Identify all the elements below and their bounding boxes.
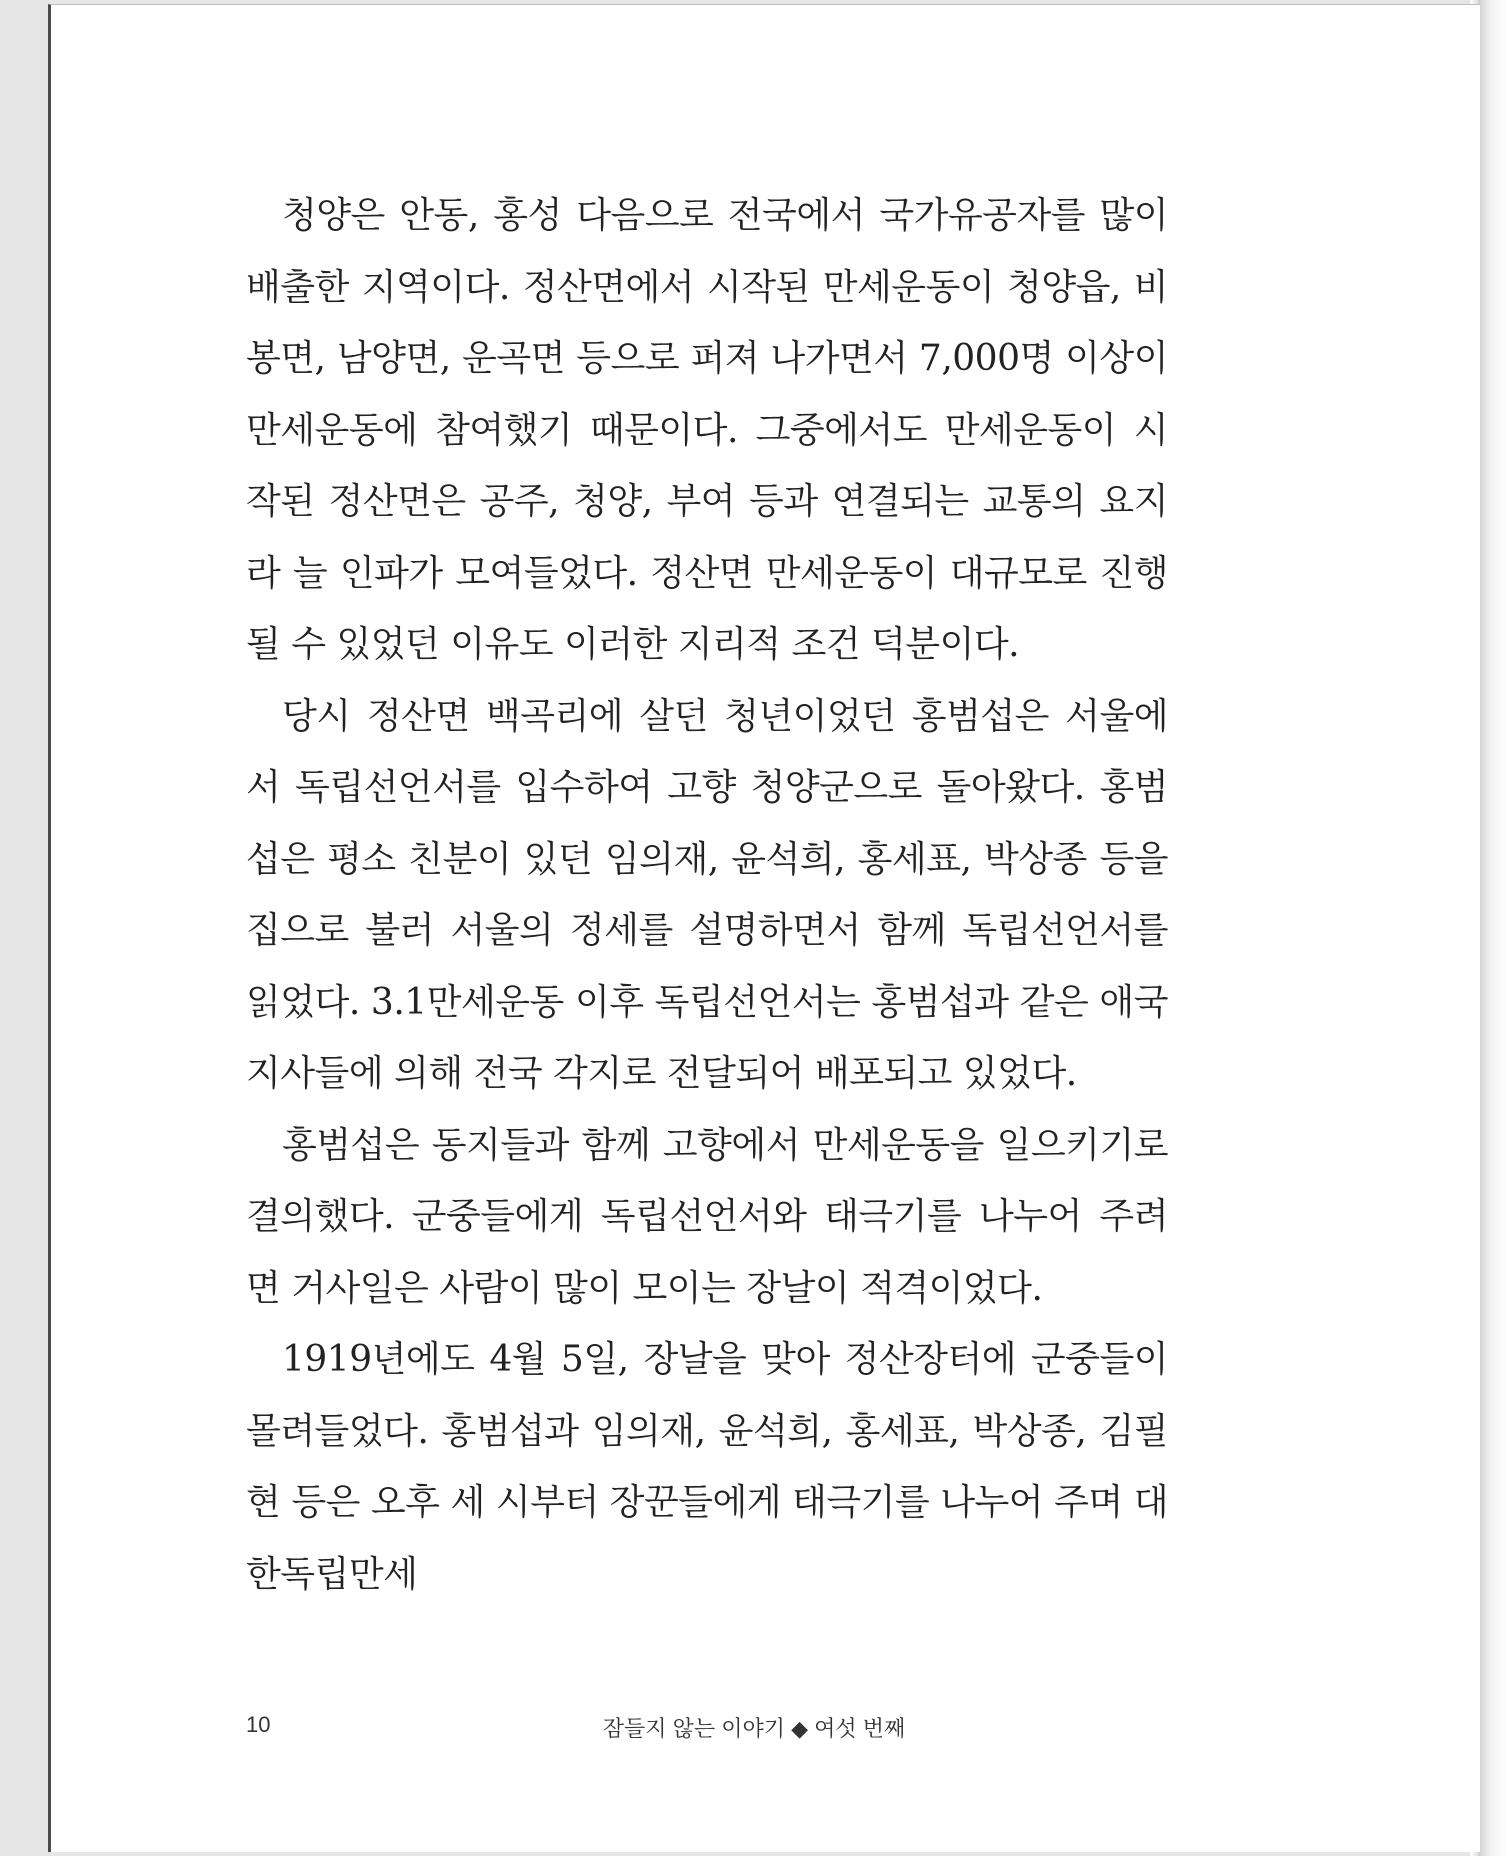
page-number: 10 bbox=[246, 1712, 271, 1737]
paragraph-2: 당시 정산면 백곡리에 살던 청년이었던 홍범섭은 서울에서 독립선언서를 입수하여 고향 청양군으로 돌아왔다. 홍범섭은 평소 친분이 있던 임의재, 윤석희, 홍세표, 박상종 등을 집으로 불러 서울의 정세를 설명하면서 함께 독립선언서를 읽었다. 3.1만세운동 이후 독립선언서는 홍범섭과 같은 애국지사들에 의해 전국 각지로 전달되어 배포되고 있었다. bbox=[246, 695, 1168, 1094]
paragraph-1: 청양은 안동, 홍성 다음으로 전국에서 국가유공자를 많이 배출한 지역이다. 정산면에서 시작된 만세운동이 청양읍, 비봉면, 남양면, 운곡면 등으로 퍼져 나가면서 7,000명 이상이 만세운동에 참여했기 때문이다. 그중에서도 만세운동이 시작된 정산면은 공주, 청양, 부여 등과 연결되는 교통의 요지라 늘 인파가 모여들었다. 정산면 만세운동이 대규모로 진행될 수 있었던 이유도 이러한 지리적 조건 덕분이다. bbox=[246, 195, 1168, 665]
paragraph-3: 홍범섭은 동지들과 함께 고향에서 만세운동을 일으키기로 결의했다. 군중들에게 독립선언서와 태극기를 나누어 주려면 거사일은 사람이 많이 모이는 장날이 적격이었다. bbox=[246, 1124, 1168, 1309]
body-text bbox=[246, 180, 1168, 1610]
page-edge-shadow bbox=[1478, 0, 1508, 1856]
paragraph-4: 1919년에도 4월 5일, 장날을 맞아 정산장터에 군중들이 몰려들었다. 홍범섭과 임의재, 윤석희, 홍세표, 박상종, 김필현 등은 오후 세 시부터 장꾼들에게 태극기를 나누어 주며 대한독립만세 bbox=[246, 1339, 1168, 1595]
running-footer-title: 잠들지 않는 이야기 ◆ 여섯 번째 bbox=[602, 1716, 906, 1741]
